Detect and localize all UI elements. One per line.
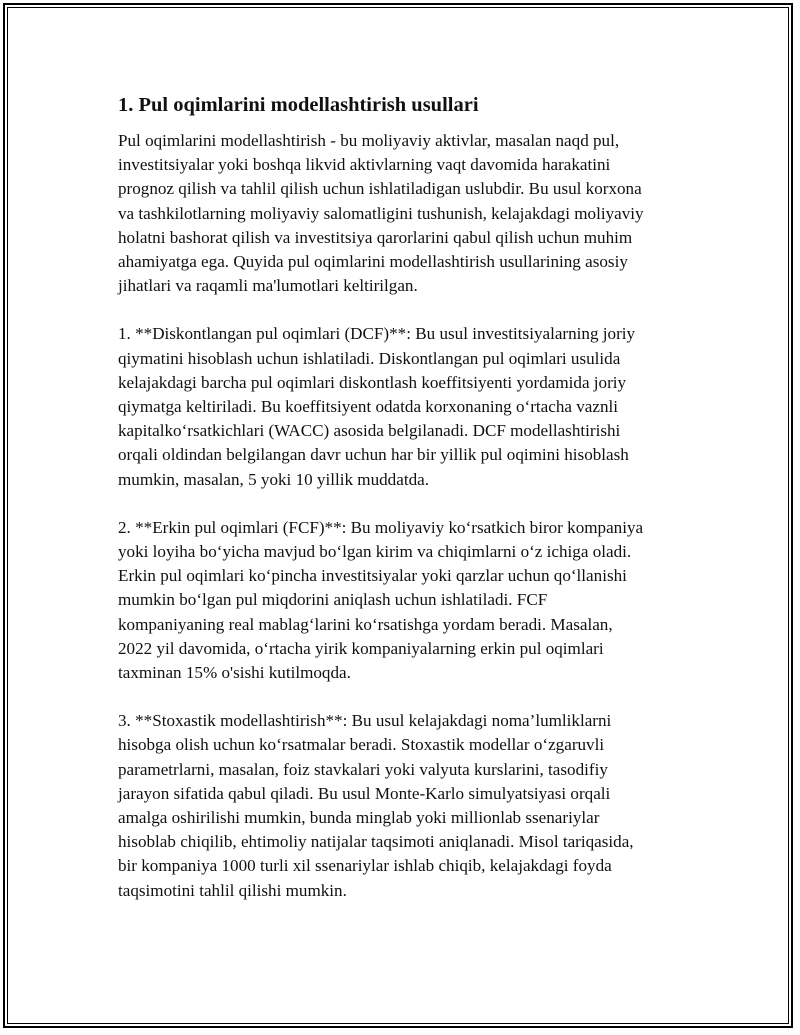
paragraph-line: jihatlari va raqamli ma'lumotlari keltirilgan.	[118, 276, 418, 296]
paragraph-line: holatni bashorat qilish va investitsiya qarorlarini qabul qilish uchun muhim	[118, 227, 633, 247]
paragraph-line: 3. **Stoxastik modellashtirish**: Bu usul kelajakdagi noma’lumliklarni	[118, 711, 612, 731]
paragraph-line: hisobga olish uchun ko‘rsatmalar beradi. Stoxastik modellar o‘zgaruvli	[118, 735, 605, 755]
intro-paragraph	[118, 129, 698, 298]
paragraph-line: kapitalko‘rsatkichlari (WACC) asosida belgilanadi. DCF modellashtirishi	[118, 421, 621, 441]
paragraph-line: taqsimotini tahlil qilishi mumkin.	[118, 880, 347, 900]
paragraph-line: mumkin bo‘lgan pul miqdorini aniqlash uchun ishlatiladi. FCF	[118, 590, 548, 610]
paragraph-line: Pul oqimlarini modellashtirish - bu moliyaviy aktivlar, masalan naqd pul,	[118, 131, 620, 150]
paragraph-line: investitsiyalar yoki boshqa likvid aktivlarning vaqt davomida harakatini	[118, 155, 611, 175]
paragraph-line: kelajakdagi barcha pul oqimlari diskontlash koeffitsiyenti yordamida joriy	[118, 372, 627, 392]
paragraph-line: jarayon sifatida qabul qiladi. Bu usul Monte-Karlo simulyatsiyasi orqali	[118, 783, 611, 803]
fcf-paragraph	[118, 516, 698, 685]
paragraph-line: qiymatga keltiriladi. Bu koeffitsiyent odatda korxonaning o‘rtacha vaznli	[118, 397, 619, 417]
paragraph-line: 2. **Erkin pul oqimlari (FCF)**: Bu moliyaviy ko‘rsatkich biror kompaniya	[118, 517, 644, 537]
paragraph-line: orqali oldindan belgilangan davr uchun har bir yillik pul oqimini hisoblash	[118, 445, 629, 465]
paragraph-line: hisoblab chiqilib, ehtimoliy natijalar taqsimoti aniqlanadi. Misol tariqasida,	[118, 832, 634, 852]
paragraph-line: yoki loyiha bo‘yicha mavjud bo‘lgan kirim va chiqimlarni o‘z ichiga oladi.	[118, 542, 632, 562]
paragraph-line: mumkin, masalan, 5 yoki 10 yillik muddatda.	[118, 469, 429, 489]
paragraph-line: amalga oshirilishi mumkin, bunda minglab yoki millionlab ssenariylar	[118, 808, 600, 828]
paragraph-line: kompaniyaning real mablag‘larini ko‘rsatishga yordam beradi. Masalan,	[118, 614, 613, 634]
dcf-paragraph	[118, 322, 698, 491]
paragraph-line: 1. **Diskontlangan pul oqimlari (DCF)**: Bu usul investitsiyalarning joriy	[118, 324, 636, 344]
paragraph-line: ahamiyatga ega. Quyida pul oqimlarini modellashtirish usullarining asosiy	[118, 252, 628, 272]
document-title: 1. Pul oqimlarini modellashtirish usullari	[118, 94, 479, 116]
paragraph-line: 2022 yil davomida, o‘rtacha yirik kompaniyalarning erkin pul oqimlari	[118, 638, 604, 658]
paragraph-line: Erkin pul oqimlari ko‘pincha investitsiyalar yoki qarzlar uchun qo‘llanishi	[118, 566, 627, 586]
paragraph-line: va tashkilotlarning moliyaviy salomatligini tushunish, kelajakdagi moliyaviy	[118, 203, 644, 223]
paragraph-line: taxminan 15% o'sishi kutilmoqda.	[118, 663, 351, 683]
paragraph-line: prognoz qilish va tahlil qilish uchun ishlatiladigan uslubdir. Bu usul korxona	[118, 179, 642, 199]
paragraph-line: bir kompaniya 1000 turli xil ssenariylar ishlab chiqib, kelajakdagi foyda	[118, 856, 612, 876]
stochastic-paragraph	[118, 709, 698, 903]
document-body	[118, 91, 698, 927]
paragraph-line: qiymatini hisoblash uchun ishlatiladi. Diskontlangan pul oqimlari usulida	[118, 348, 621, 368]
paragraph-line: parametrlarni, masalan, foiz stavkalari yoki valyuta kurslarini, tasodifiy	[118, 759, 608, 779]
